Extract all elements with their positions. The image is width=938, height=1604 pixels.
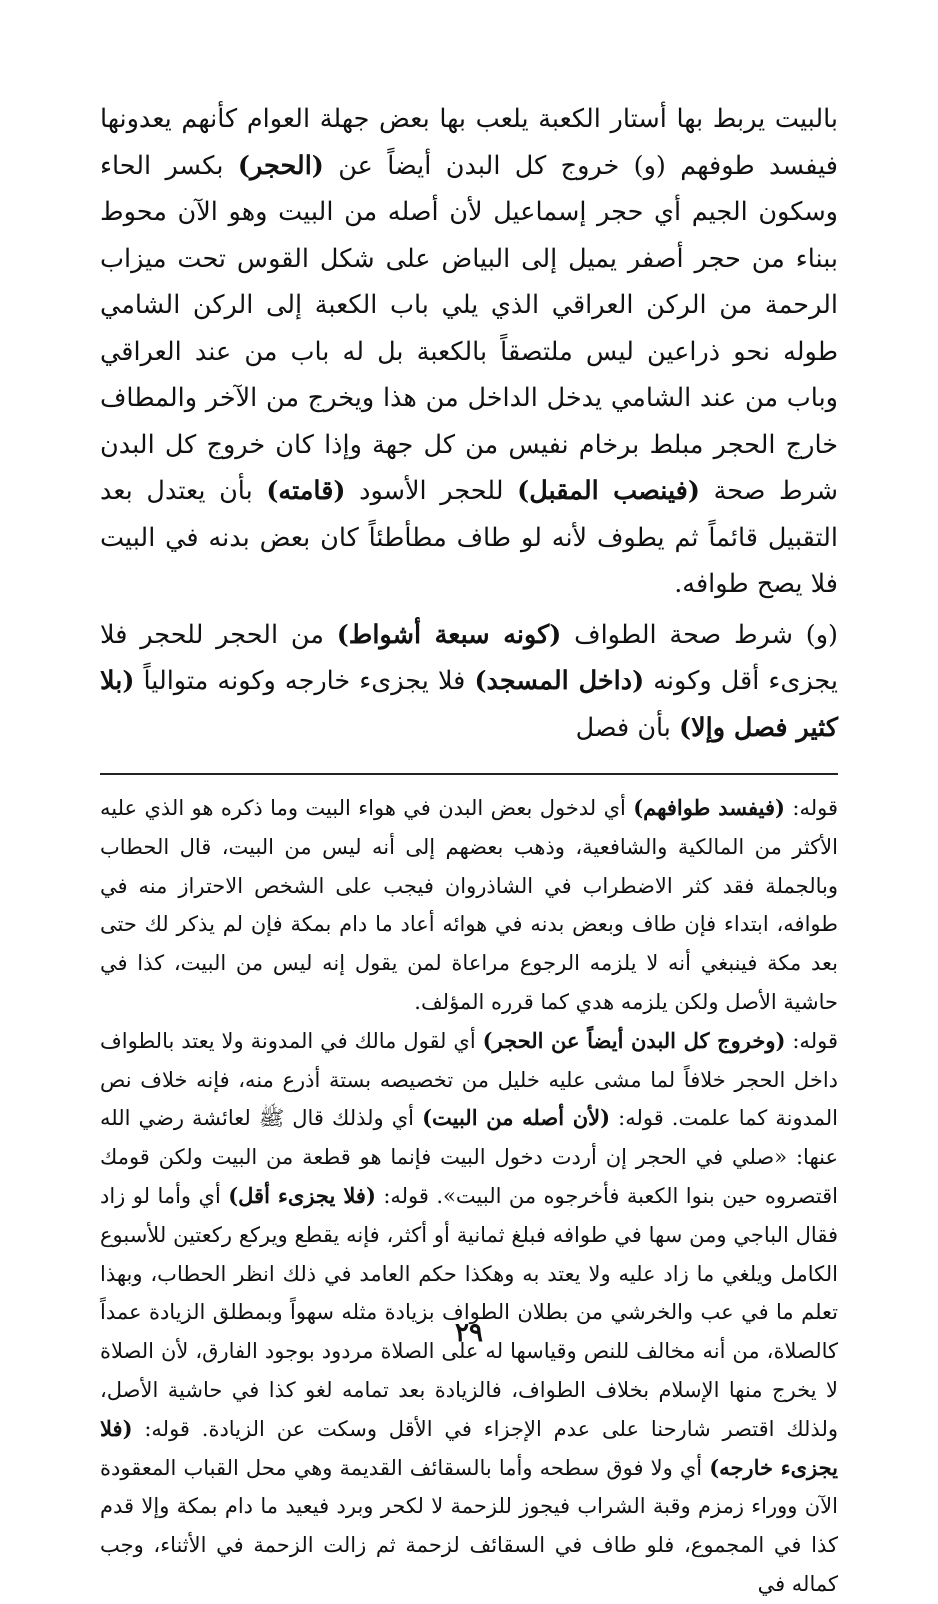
text-run: أي ولا فوق سطحه وأما بالسقائف القديمة وهي محل القباب المعقودة الآن ووراء زمزم وقبة الشراب فيجوز للزحمة لا لكحر وبرد فيعيد ما دام بمكة وإلا قدم كذا في المجموع، فلو طاف في السقائف لزحمة ثم زالت الزحمة في الأثناء، وجب كماله في: [100, 1455, 838, 1596]
main-paragraph-1: [100, 96, 838, 608]
bold-term: (بلا كثير فصل وإلا): [100, 666, 838, 743]
text-run: أي ولذلك قال ﷺ لعائشة رضي الله عنها: «صلي في الحجر إن أردت دخول البيت فإنما هو قطعة من البيت ولكن قومك اقتصروه حين بنوا الكعبة فأخرجوه من البيت». قوله:: [100, 1106, 839, 1208]
text-run: أي وأما لو زاد فقال الباجي ومن سها في طوافه فبلغ ثمانية أو أكثر، فإنه يقطع ويركع ركعتين للأسبوع الكامل ويلغي ما زاد عليه ولا يعتد به وهكذا حكم العامد في ذلك انظر الحطاب، وبهذا تعلم ما في عب والخرشي من بطلان الطواف بزيادة مثله سهواً وبمطلق الزيادة عمداً كالصلاة، من أنه مخالف للنص وقياسها له على الصلاة مردود بوجود الفارق، لأن الصلاة لا يخرج منها الإسلام بخلاف الطواف، فالزيادة بعد تمامه لغو كذا في حاشية الأصل، ولذلك اقتصر شارحنا على عدم الإجزاء في الأقل وسكت عن الزيادة. قوله:: [100, 1183, 838, 1441]
main-text: [100, 96, 838, 751]
text-run: بأن فصل: [575, 712, 680, 743]
bold-term: (وخروج كل البدن أيضاً عن الحجر): [482, 1027, 786, 1053]
footnote-paragraph-1: [100, 789, 838, 1022]
text-run: بالبيت يربط بها أستار الكعبة يلعب بها بعض جهلة العوام كأنهم يعدونها فيفسد طوفهم (و) خروج كل البدن أيضاً عن: [100, 104, 838, 181]
bold-term: (داخل المسجد): [474, 666, 645, 696]
bold-term: (الحجر): [237, 150, 324, 181]
bold-term: (كونه سبعة أشواط): [336, 619, 562, 650]
footnote-paragraph-2: [100, 1022, 838, 1604]
text-run: فلا يجزىء خارجه وكونه متوالياً: [134, 666, 475, 696]
text-run: قوله:: [785, 1028, 838, 1053]
bold-term: (لأن أصله من البيت): [422, 1105, 611, 1131]
bold-term: (فلا يجزىء أقل): [228, 1182, 376, 1208]
text-run: بأن يعتدل بعد التقبيل قائماً ثم يطوف لأنه لو طاف مطأطئاً كان بعض بدنه في البيت فلا يصح طوافه.: [100, 476, 838, 599]
text-run: بكسر الحاء وسكون الجيم أي حجر إسماعيل لأن أصله من البيت وهو الآن محوط ببناء من حجر أصفر يميل إلى البياض على شكل القوس تحت ميزاب الرحمة من الركن العراقي الذي يلي باب الكعبة إلى الركن الشامي طوله نحو ذراعين ليس ملتصقاً بالكعبة بل له باب من عند العراقي وباب من عند الشامي يدخل الداخل من هذا ويخرج من الآخر والمطاف خارج الحجر مبلط برخام نفيس من كل جهة وإذا كان خروج كل البدن شرط صحة: [100, 150, 839, 506]
page-number: ٢٩: [455, 1318, 483, 1348]
text-run: من الحجر للحجر فلا يجزىء أقل وكونه: [100, 619, 838, 696]
main-paragraph-2: [100, 612, 838, 752]
text-run: أي لقول مالك في المدونة ولا يعتد بالطواف داخل الحجر خلافاً لما مشى عليه خليل من تخصيصه بستة أذرع منه، فإنه خلاف نص المدونة كما علمت. قوله:: [100, 1028, 839, 1131]
bold-term: (فينصب المقبل): [517, 476, 700, 506]
footnote-separator: [100, 773, 838, 775]
bold-term: (فيفسد طوافهم): [633, 795, 785, 820]
bold-term: (فلا يجزىء خارجه): [100, 1415, 838, 1480]
text-run: للحجر الأسود: [345, 476, 518, 506]
text-run: أي لدخول بعض البدن في هواء البيت وما ذكره هو الذي عليه الأكثر من المالكية والشافعية، وذهب بعضهم إلى أنه ليس من البيت، قال الحطاب وبالجملة فقد كثر الاضطراب في الشاذروان فيجب على الشخص الاحتراز منه في طوافه، ابتداء فإن طاف وبعض بدنه في هوائه أعاد ما دام بمكة فإن لم يذكر لك حتى بعد مكة فينبغي أنه لا يلزمه الرجوع مراعاة لمن يقول إنه ليس من البيت، كذا في حاشية الأصل ولكن يلزمه هدي كما قرره المؤلف.: [100, 796, 838, 1014]
text-run: (و) شرط صحة الطواف: [561, 619, 838, 650]
text-run: قوله:: [785, 796, 839, 820]
bold-term: (قامته): [266, 476, 346, 506]
footnotes: [100, 789, 838, 1604]
